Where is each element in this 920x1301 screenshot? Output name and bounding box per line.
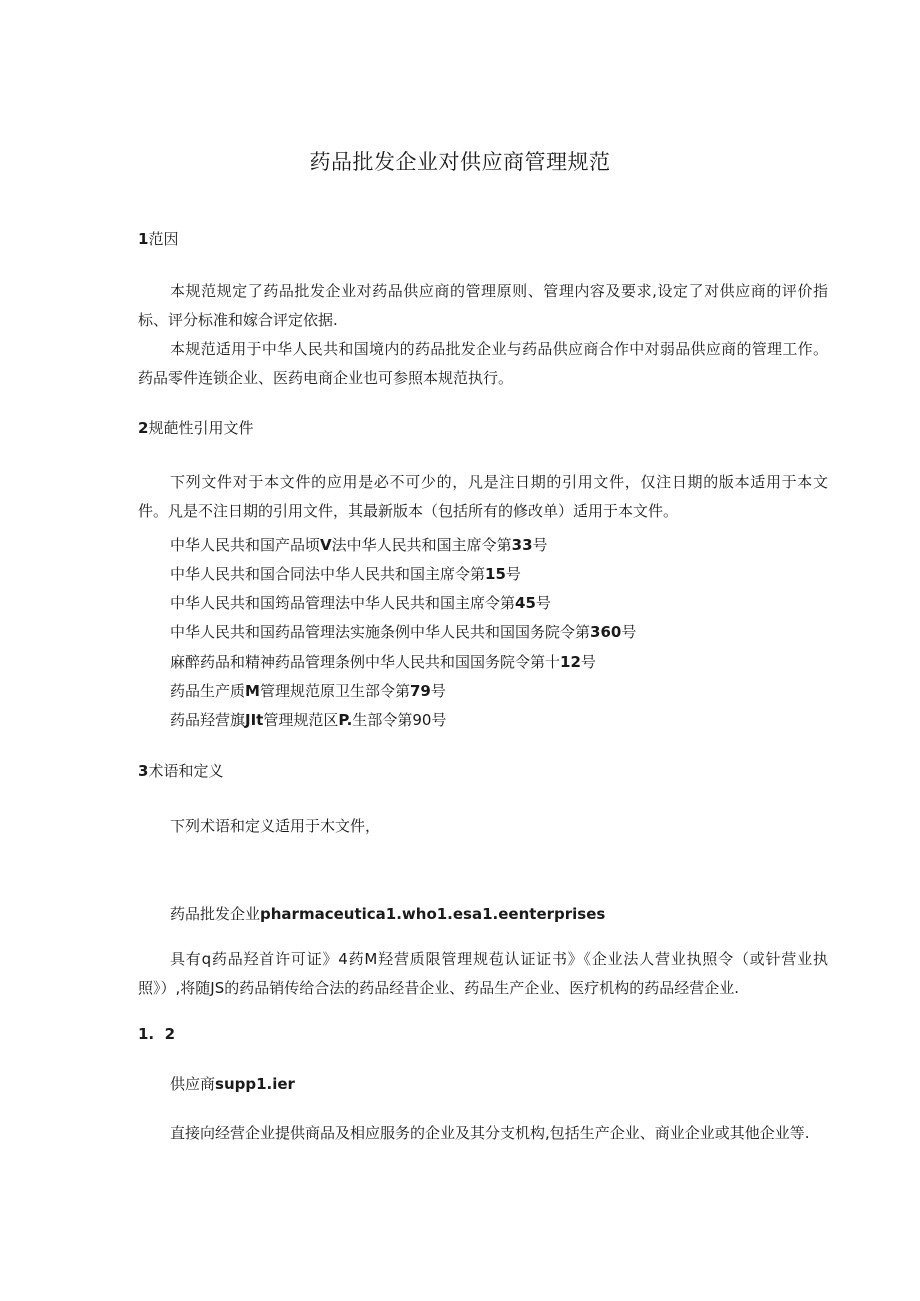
reference-item: 麻醉药品和精神药品管理条例中华人民共和国国务院令第十12号 xyxy=(170,653,596,671)
section-1-paragraph-2: 本规范适用于中华人民共和国境内的药品批发企业与药品供应商合作中对弱品供应商的管理工作。药品零件连锁企业、医药电商企业也可参照本规范执行。 xyxy=(138,340,828,387)
term-2-english: supp1.ier xyxy=(215,1075,295,1093)
reference-item: 中华人民共和国筠品管理法中华人民共和国主席令第45号 xyxy=(170,594,551,612)
reference-item: 中华人民共和国合同法中华人民共和国主席令第15号 xyxy=(170,565,521,583)
section-1-heading xyxy=(138,228,178,249)
reference-item: 中华人民共和国药品管理法实施条例中华人民共和国国务院令第360号 xyxy=(170,623,637,641)
term-1-heading xyxy=(170,903,605,924)
reference-item: 药品羟营旗JIt管理规范区P.生部令第90号 xyxy=(170,711,447,729)
section-2-title: 规葩性引用文件 xyxy=(148,419,254,437)
term-2-heading xyxy=(170,1073,295,1094)
reference-item: 中华人民共和国产品顷V法中华人民共和国主席令第33号 xyxy=(170,536,548,554)
term-1-english: pharmaceutica1.who1.esa1.eenterprises xyxy=(260,905,606,923)
term-2-definition: 直接向经营企业提供商品及相应服务的企业及其分支机构,包括生产企业、商业企业或其他企业等. xyxy=(170,1124,810,1142)
reference-item: 药品生产质M管理规范原卫生部令第79号 xyxy=(170,682,446,700)
term-2-chinese: 供应商 xyxy=(170,1075,216,1093)
section-2-heading xyxy=(138,417,253,438)
section-3-title: 术语和定义 xyxy=(148,762,224,780)
section-3-intro: 下列术语和定义适用于木文件， xyxy=(170,817,381,835)
term-1-definition: 具有q药品羟首许可证》4药M羟营质限管理规苞认证证书》《企业法人营业执照令（或针营业执照》）,将随JS的药品销传给合法的药品经昔企业、药品生产企业、医疗机构的药品经营企业. xyxy=(138,950,828,997)
section-1-number: 1 xyxy=(138,230,149,248)
section-2-number: 2 xyxy=(138,419,149,437)
document-title: 药品批发企业对供应商管理规范 xyxy=(309,150,611,174)
section-1-title: 范因 xyxy=(148,230,179,248)
section-1-paragraph-1: 本规范规定了药品批发企业对药品供应商的管理原则、管理内容及要求,设定了对供应商的评价指标、评分标准和嫁合评定依据. xyxy=(138,282,828,329)
term-1-chinese: 药品批发企业 xyxy=(170,905,261,923)
term-2-number: 1. 2 xyxy=(138,1025,176,1043)
section-2-paragraph-1: 下列文件对于本文件的应用是必不可少的，凡是注日期的引用文件，仅注日期的版本适用于本文件。凡是不注日期的引用文件，其最新版本（包括所有的修改单）适用于本文件。 xyxy=(138,473,828,520)
section-3-heading xyxy=(138,760,223,781)
section-3-number: 3 xyxy=(138,762,149,780)
